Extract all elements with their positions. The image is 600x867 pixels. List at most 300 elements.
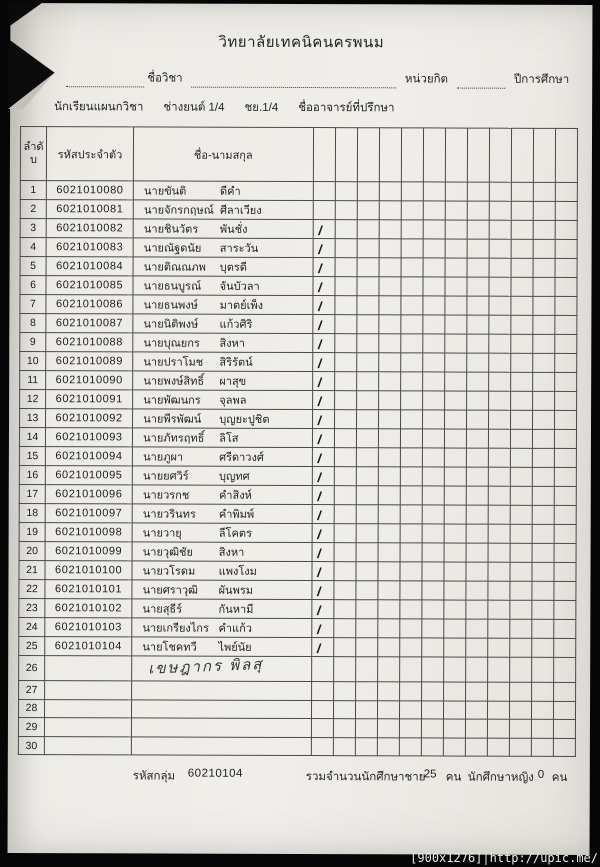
student-name-cell <box>132 700 311 719</box>
attendance-cell <box>334 391 356 410</box>
attendance-cell <box>554 391 576 410</box>
attendance-cell <box>467 296 489 315</box>
first-name: นายนิติพงษ์ <box>143 318 199 331</box>
student-name-cell <box>133 257 312 277</box>
student-row <box>19 504 576 525</box>
dotted-line <box>457 76 505 89</box>
female-total-label: นักศึกษาหญิง <box>467 771 534 785</box>
attendance-cell <box>467 201 489 220</box>
attendance-cell <box>444 410 466 429</box>
attendance-cell <box>554 448 576 467</box>
row-number: 26 <box>19 656 45 681</box>
attendance-cell <box>333 682 355 701</box>
student-row <box>20 276 577 297</box>
corner-cut <box>8 1 44 27</box>
ink-check-mark: / <box>316 469 323 485</box>
attendance-cell <box>422 334 444 353</box>
document-page <box>8 3 593 855</box>
attendance-cell <box>401 239 423 258</box>
student-row <box>19 599 576 620</box>
student-row <box>18 736 575 757</box>
attendance-header-cell <box>357 128 379 182</box>
ink-check-mark: / <box>316 393 323 409</box>
attendance-cell <box>443 638 465 657</box>
student-row <box>18 718 575 739</box>
attendance-cell <box>333 700 355 719</box>
attendance-cell <box>312 315 334 334</box>
last-name: จุลพล <box>219 394 247 407</box>
student-name-cell <box>133 314 312 334</box>
attendance-cell <box>357 277 379 296</box>
student-row <box>20 238 577 259</box>
attendance-cell <box>532 410 554 429</box>
attendance-cell <box>532 638 554 657</box>
student-row <box>20 409 577 430</box>
attendance-cell <box>378 391 400 410</box>
attendance-cell <box>377 581 399 600</box>
attendance-cell <box>531 701 553 720</box>
attendance-cell <box>399 619 421 638</box>
attendance-cell <box>466 524 488 543</box>
last-name: สาระวัน <box>219 242 259 255</box>
attendance-cell <box>533 315 555 334</box>
attendance-cell <box>445 258 467 277</box>
attendance-cell <box>377 600 399 619</box>
attendance-cell <box>400 524 422 543</box>
attendance-cell <box>444 467 466 486</box>
last-name: แก้วศิริ <box>219 318 253 331</box>
student-id: 6021010097 <box>45 504 132 523</box>
student-name-cell <box>133 352 312 372</box>
attendance-cell <box>554 524 576 543</box>
dotted-line <box>192 75 396 89</box>
attendance-cell <box>311 562 333 581</box>
attendance-cell <box>532 372 554 391</box>
attendance-cell <box>311 700 333 719</box>
attendance-cell <box>356 334 378 353</box>
first-name: นายจักรกฤษณ์ <box>143 204 214 217</box>
attendance-cell <box>509 719 531 738</box>
attendance-cell <box>445 239 467 258</box>
attendance-cell <box>378 448 400 467</box>
attendance-cell <box>422 505 444 524</box>
student-id <box>45 681 132 700</box>
subject-line <box>66 69 572 89</box>
last-name: สิงหา <box>219 337 246 350</box>
attendance-cell <box>533 258 555 277</box>
attendance-cell <box>466 448 488 467</box>
student-row <box>19 466 576 487</box>
attendance-cell <box>533 334 555 353</box>
attendance-cell <box>445 315 467 334</box>
attendance-cell <box>466 353 488 372</box>
attendance-cell <box>465 657 487 682</box>
student-name-cell <box>132 599 311 619</box>
attendance-cell <box>356 524 378 543</box>
student-row <box>19 447 576 468</box>
ink-check-mark: / <box>315 488 323 504</box>
student-name-cell <box>133 428 312 448</box>
attendance-cell <box>445 201 467 220</box>
attendance-cell <box>357 182 379 201</box>
attendance-cell <box>421 657 443 682</box>
attendance-cell <box>466 486 488 505</box>
attendance-cell <box>555 334 577 353</box>
dotted-line <box>66 74 144 87</box>
attendance-cell <box>465 719 487 738</box>
student-id: 6021010104 <box>45 637 132 656</box>
attendance-cell <box>400 315 422 334</box>
attendance-cell <box>444 505 466 524</box>
attendance-cell <box>378 505 400 524</box>
group-code-label: รหัสกลุ่ม <box>132 770 176 783</box>
attendance-cell <box>554 638 576 657</box>
attendance-cell <box>333 719 355 738</box>
attendance-cell <box>510 467 532 486</box>
first-name: นายบุณยกร <box>143 337 200 350</box>
last-name: คำพิมพ์ <box>218 508 255 521</box>
attendance-cell <box>488 505 510 524</box>
student-name-cell <box>133 371 312 391</box>
page-fold <box>8 39 66 109</box>
student-id <box>45 699 132 718</box>
attendance-cell <box>511 201 533 220</box>
ink-check-mark: / <box>315 640 322 656</box>
attendance-cell <box>466 581 488 600</box>
attendance-cell <box>312 296 334 315</box>
attendance-cell <box>355 619 377 638</box>
attendance-cell <box>422 562 444 581</box>
attendance-cell <box>488 600 510 619</box>
first-name: นายสุธีร์ <box>142 603 183 616</box>
attendance-cell <box>311 737 333 756</box>
last-name: มาตย์เพ็ง <box>219 299 264 312</box>
attendance-cell <box>311 638 333 657</box>
attendance-header-cell <box>423 128 445 182</box>
attendance-cell <box>312 505 334 524</box>
first-name: นายศราวุฒิ <box>142 584 198 597</box>
attendance-cell <box>378 334 400 353</box>
ink-check-mark: / <box>315 545 322 561</box>
student-id: 6021010092 <box>46 409 133 428</box>
attendance-cell <box>466 334 488 353</box>
attendance-cell <box>399 600 421 619</box>
attendance-cell <box>422 391 444 410</box>
attendance-cell <box>421 738 443 757</box>
attendance-cell <box>510 600 532 619</box>
ink-check-mark: / <box>316 355 323 371</box>
first-name: นายวรินทร <box>142 508 196 521</box>
attendance-cell <box>554 543 576 562</box>
attendance-cell <box>400 562 422 581</box>
attendance-cell <box>400 543 422 562</box>
table-header-row <box>20 127 577 183</box>
attendance-cell <box>422 410 444 429</box>
attendance-cell <box>333 581 355 600</box>
attendance-cell <box>355 657 377 682</box>
attendance-cell <box>378 429 400 448</box>
first-name: นายวโรดม <box>142 565 196 578</box>
attendance-cell <box>377 619 399 638</box>
attendance-cell <box>333 600 355 619</box>
ink-check-mark: / <box>316 336 323 352</box>
student-row <box>19 561 576 582</box>
attendance-cell <box>334 543 356 562</box>
attendance-cell <box>532 391 554 410</box>
student-id: 6021010081 <box>46 200 133 219</box>
row-number: 27 <box>19 681 45 700</box>
student-row <box>19 656 576 683</box>
attendance-cell <box>355 700 377 719</box>
student-id: 6021010082 <box>46 219 133 238</box>
attendance-cell <box>356 543 378 562</box>
attendance-cell <box>401 201 423 220</box>
attendance-cell <box>357 258 379 277</box>
attendance-cell <box>466 467 488 486</box>
attendance-cell <box>444 600 466 619</box>
attendance-cell <box>510 543 532 562</box>
attendance-cell <box>335 220 357 239</box>
attendance-cell <box>357 239 379 258</box>
attendance-cell <box>554 581 576 600</box>
attendance-cell <box>401 220 423 239</box>
row-number: 11 <box>20 371 46 390</box>
page-title: วิทยาลัยเทคนิคนครพนม <box>218 33 385 52</box>
student-id: 6021010080 <box>46 181 133 200</box>
attendance-cell <box>401 258 423 277</box>
attendance-cell <box>467 182 489 201</box>
attendance-cell <box>489 258 511 277</box>
attendance-cell <box>400 353 422 372</box>
last-name: บุญทศ <box>218 470 250 483</box>
attendance-cell <box>465 738 487 757</box>
first-name: นายติณณภพ <box>143 261 206 274</box>
attendance-cell <box>333 657 355 682</box>
advisor-label: ชื่ออาจารย์ที่ปรึกษา <box>298 101 395 115</box>
attendance-cell <box>423 296 445 315</box>
attendance-cell <box>444 562 466 581</box>
student-name-cell <box>133 295 312 315</box>
student-table-body <box>18 181 577 757</box>
last-name: พันชั่ง <box>219 223 248 236</box>
attendance-cell <box>311 719 333 738</box>
student-name-cell <box>132 618 311 638</box>
attendance-header-cell <box>555 128 577 182</box>
last-name: ผาสุข <box>219 375 247 388</box>
ink-check-mark: / <box>316 374 323 390</box>
attendance-cell <box>313 220 335 239</box>
attendance-cell <box>355 737 377 756</box>
attendance-cell <box>532 600 554 619</box>
attendance-cell <box>554 505 576 524</box>
row-number: 4 <box>20 238 46 257</box>
attendance-cell <box>444 448 466 467</box>
attendance-cell <box>422 448 444 467</box>
last-name: คำแก้ว <box>218 622 252 635</box>
attendance-cell <box>487 738 509 757</box>
attendance-cell <box>355 581 377 600</box>
student-row <box>19 542 576 563</box>
student-row <box>20 390 577 411</box>
student-name-cell <box>133 409 312 429</box>
attendance-cell <box>400 334 422 353</box>
row-number: 3 <box>20 219 46 238</box>
attendance-cell <box>511 258 533 277</box>
row-number: 25 <box>19 637 45 656</box>
attendance-cell <box>378 524 400 543</box>
row-number: 1 <box>20 181 46 200</box>
attendance-cell <box>532 581 554 600</box>
student-row <box>20 219 577 240</box>
attendance-header-cell <box>511 128 533 182</box>
attendance-cell <box>510 486 532 505</box>
attendance-cell <box>399 638 421 657</box>
attendance-cell <box>379 258 401 277</box>
student-row <box>20 314 577 335</box>
first-name: นายภัทรฤทธิ์ <box>143 432 205 445</box>
row-number: 23 <box>19 599 45 618</box>
attendance-cell <box>422 524 444 543</box>
attendance-cell <box>489 182 511 201</box>
attendance-cell <box>421 701 443 720</box>
attendance-cell <box>489 277 511 296</box>
attendance-cell <box>488 372 510 391</box>
attendance-cell <box>334 467 356 486</box>
first-name: นายณัฐดนัย <box>143 242 202 255</box>
attendance-cell <box>510 372 532 391</box>
student-name-cell <box>133 238 312 258</box>
attendance-cell <box>401 182 423 201</box>
attendance-cell <box>311 600 333 619</box>
attendance-cell <box>554 486 576 505</box>
first-name: นายภูผา <box>143 451 184 464</box>
student-id: 6021010098 <box>45 523 132 542</box>
header-no: ลำดับ <box>20 127 46 181</box>
attendance-cell <box>313 239 335 258</box>
attendance-cell <box>399 682 421 701</box>
attendance-cell <box>555 277 577 296</box>
header-student-id: รหัสประจำตัว <box>46 127 133 181</box>
attendance-cell <box>313 258 335 277</box>
department-name: ช่างยนต์ 1/4 <box>163 101 225 114</box>
attendance-cell <box>555 296 577 315</box>
attendance-cell <box>510 619 532 638</box>
image-host-watermark: [900x1276]|http://upic.me/ <box>410 851 598 865</box>
student-id: 6021010085 <box>46 276 133 295</box>
attendance-cell <box>312 467 334 486</box>
student-row <box>20 257 577 278</box>
attendance-cell <box>489 220 511 239</box>
student-name-cell <box>132 656 311 682</box>
attendance-cell <box>377 700 399 719</box>
attendance-cell <box>443 657 465 682</box>
female-count: 0 <box>537 769 545 782</box>
attendance-cell <box>422 315 444 334</box>
row-number: 9 <box>20 333 46 352</box>
last-name: บุตรดี <box>219 261 247 274</box>
attendance-cell <box>445 296 467 315</box>
attendance-cell <box>334 334 356 353</box>
attendance-cell <box>511 220 533 239</box>
year-label: ปีการศึกษา <box>513 73 570 86</box>
header-name: ชื่อ-นามสกุล <box>134 127 313 182</box>
student-row <box>19 485 576 506</box>
attendance-cell <box>335 239 357 258</box>
attendance-cell <box>533 182 555 201</box>
ink-check-mark: / <box>316 260 323 276</box>
male-unit: คน <box>445 771 462 784</box>
attendance-cell <box>511 296 533 315</box>
attendance-cell <box>378 467 400 486</box>
attendance-cell <box>334 353 356 372</box>
attendance-cell <box>379 182 401 201</box>
attendance-cell <box>421 638 443 657</box>
attendance-cell <box>312 353 334 372</box>
attendance-cell <box>532 562 554 581</box>
student-id: 6021010091 <box>46 390 133 409</box>
attendance-cell <box>509 738 531 757</box>
attendance-cell <box>443 738 465 757</box>
attendance-cell <box>510 562 532 581</box>
attendance-cell <box>422 429 444 448</box>
first-name: นายวรกช <box>142 489 190 502</box>
attendance-cell <box>378 543 400 562</box>
attendance-cell <box>465 701 487 720</box>
attendance-cell <box>444 486 466 505</box>
attendance-cell <box>377 738 399 757</box>
ink-check-mark: / <box>315 621 322 637</box>
last-name: สิริรัตน์ <box>219 356 253 369</box>
student-name-cell <box>132 523 311 543</box>
attendance-cell <box>533 220 555 239</box>
attendance-cell <box>356 562 378 581</box>
attendance-cell <box>553 682 575 701</box>
attendance-cell <box>335 201 357 220</box>
attendance-cell <box>532 448 554 467</box>
attendance-cell <box>334 429 356 448</box>
attendance-cell <box>553 738 575 757</box>
attendance-cell <box>443 682 465 701</box>
row-number: 28 <box>18 699 44 718</box>
student-row <box>20 371 577 392</box>
attendance-cell <box>487 701 509 720</box>
first-name: นายชินวัตร <box>143 223 199 236</box>
attendance-cell <box>401 296 423 315</box>
attendance-cell <box>378 410 400 429</box>
student-row <box>20 295 577 316</box>
ink-check-mark: / <box>316 279 323 295</box>
attendance-cell <box>400 448 422 467</box>
attendance-cell <box>312 334 334 353</box>
attendance-cell <box>488 410 510 429</box>
attendance-cell <box>533 277 555 296</box>
summary-line <box>8 767 590 785</box>
attendance-cell <box>533 353 555 372</box>
attendance-cell <box>422 581 444 600</box>
attendance-cell <box>531 719 553 738</box>
attendance-cell <box>334 296 356 315</box>
attendance-cell <box>555 315 577 334</box>
attendance-cell <box>466 391 488 410</box>
last-name: สิงหา <box>218 546 245 559</box>
attendance-cell <box>487 657 509 682</box>
ink-check-mark: / <box>315 583 322 599</box>
attendance-cell <box>555 220 577 239</box>
attendance-cell <box>356 505 378 524</box>
student-id: 6021010096 <box>45 485 132 504</box>
row-number: 13 <box>20 409 46 428</box>
attendance-cell <box>334 372 356 391</box>
